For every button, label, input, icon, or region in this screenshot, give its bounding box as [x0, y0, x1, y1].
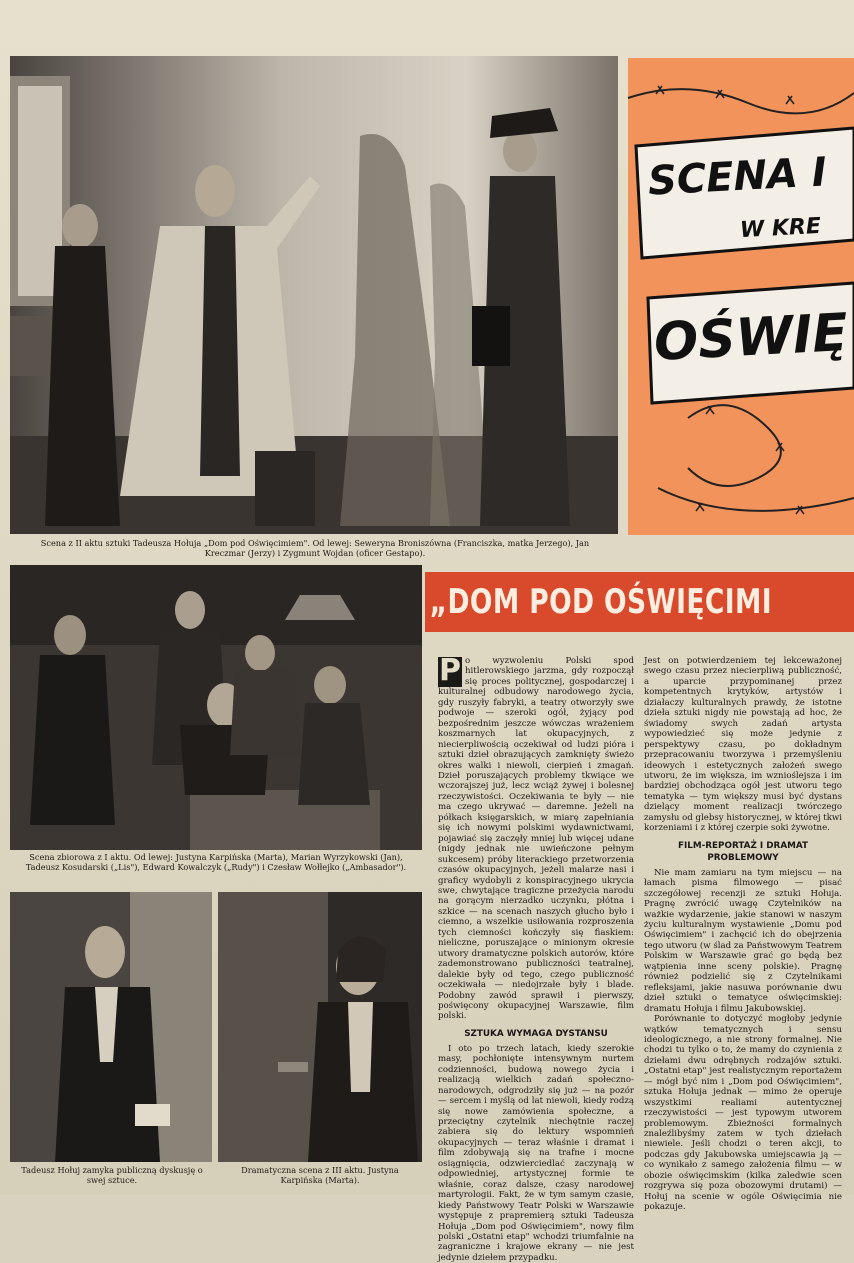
photo-act-three-scene — [218, 892, 422, 1162]
subheading-distance: SZTUKA WYMAGA DYSTANSU — [464, 1028, 608, 1039]
caption-bottom-right-photo: Dramatyczna scena z III aktu. Justyna Karpińska (Marta). — [241, 1165, 399, 1185]
article-intro-text: o wyzwoleniu Polski spod hitlerowskiego jarzma, gdy rozpoczął się proces politycznej, gospodarczej i kulturalnej odbudowy narodowego życia, gdy ruszyły fabryki, a teatry otworzyły swe podwoje — szeroki ogół, żyjący pod bezpośrednim jeszcze wówczas wrażeniem koszmarnych lat okupacyjnych, z niecierpliwością oczekiwał od ludzi pióra i sztuki dzieł obrazujących zamknięty świeżo okres walki i niewoli, cierpień i zmagań. Dzieł poruszających problemy tkwiące we wczorajszej już, lecz wciąż żywej i bolesnej rzeczywistości. Oczekiwania te były — nie ma czego ukrywać — daremne. Jeżeli na półkach księgarskich, w miarę zapełniania się ich nowymi polskimi wydawnictwami, pojawiać się zaczęły mniej lub więcej udane (nigdy jednak nie uwieńczone pełnym sukcesem) próby literackiego przetworzenia czasów okupacyjnych, jeżeli malarze nasi i graficy wydobyli z konspiracyjnego ukrycia swe, chwytające tragiczne przeżycia narodu na gorącym nierzadko uczynku, płótna i szkice — na scenach naszych głucho było i ciemno, a wszelkie usiłowania rozproszenia tych ciemności kończyły się fiaskiem: nieliczne, poruszające o minionym okresie utwory dramatyczne polskich autorów, które zademonstrowano publiczności teatralnej, dalekie były od tego, czego publiczność oczekiwała — niedojrzałe były i blade. Podobny zawód sprawił i pierwszy, poświęcony okupacyjnej Warszawie, film polski. — [438, 656, 634, 1022]
caption-top-photo: Scena z II aktu sztuki Tadeusza Hołuja „Dom pod Oświęcimiem". Od lewej: Seweryna Broniszówna (Franciszka, matka Jerzego), Jan Kreczmar (Jerzy) i Zygmunt Wojdan (oficer Gestapo). — [40, 538, 590, 558]
caption-middle-photo: Scena zbiorowa z I aktu. Od lewej: Justyna Karpińska (Marta), Marian Wyrzykowski (Jan), Tadeusz Kosudarski („Lis"), Edward Kowalczyk („Rudy") i Czesław Wołłejko („Ambasador"). — [25, 852, 407, 872]
caption-bottom-left-photo: Tadeusz Hołuj zamyka publiczną dyskusję o swej sztuce. — [21, 1165, 203, 1185]
barbed-wire-illustration — [628, 58, 854, 535]
article-column-1 — [438, 653, 634, 1263]
article-headline: „DOM POD OŚWIĘCIMI — [429, 582, 773, 622]
subheading-film-report: FILM-REPORTAŻ I DRAMAT PROBLEMOWY — [677, 840, 809, 863]
article-paragraph-4: Nie mam zamiaru na tym miejscu — na łamach pisma filmowego — pisać szczegółowej recenzji ze sztuki Hołuja. Pragnę zwrócić uwagę Czytelników na ważkie wydarzenie, jakie stanowi w naszym życiu kulturalnym wystawienie „Domu pod Oświęcimiem" i zachęcić ich do obejrzenia tego utworu (w ślad za Państwowym Teatrem Polskim w Warszawie grać go będą bez wątpienia inne sceny polskie). Pragnę również podzielić się z Czytelnikami refleksjami, jakie nasuwa porównanie dwu dzieł sztuki o tematyce oświęcimskiej: dramatu Hołuja i filmu Jakubowskiej. — [644, 867, 842, 1014]
article-intro-paragraph — [438, 653, 634, 1022]
photo-act-two-scene — [10, 56, 618, 534]
photo-author-discussion — [10, 892, 212, 1162]
article-paragraph-3: Jest on potwierdzeniem tej lekceważonej swego czasu przez niecierpliwą publiczność, a uparcie przypominanej przez kompetentnych krytyków, artystów i działaczy kulturalnych prawdy, że istotne dzieła sztuki nigdy nie powstają ad hoc, że świadomy swych zadań artysta wypowiedzieć się może jedynie z perspektywy czasu, po dokładnym przepracowaniu tworzywa i przemyśleniu ideowych i estetycznych założeń swego utworu, że im większa, im wznioślejsza i im bardziej obchodząca ogół jest utworu tego tematyka — tym większy musi być dystans dzielący moment realizacji twórczego zamysłu od glebsy historycznej, w której tkwi korzeniami i z której czerpie soki żywotne. — [644, 656, 843, 834]
poster-title-line2: W KRE — [739, 213, 822, 244]
article-paragraph-2: I oto po trzech latach, kiedy szerokie masy, pochłonięte intensywnym nurtem codzienności, budową nowego życia i realizacją wielkich zadań społeczno-narodowych, odgrodziły się już — na pozór — sercem i myślą od lat niewoli, kiedy rodzą się nowe zamówienia społeczne, a przeciętny czytelnik niechętnie raczej zabiera się do lektury wspomnień okupacyjnych — teraz właśnie i dramat i film zdobywają się na trafne i mocne osiągnięcia, odzwierciedlać zaczynają w odpowiedniej, artystycznej formie te właśnie, coraz dalsze, czasy narodowej martyrologii. Fakt, że w tym samym czasie, kiedy Państwowy Teatr Polski w Warszawie występuje z prapremierą sztuki Tadeusza Hołuja „Dom pod Oświęcimiem", nowy film polski „Ostatni etap" wchodzi triumfalnie na zagraniczne i krajowe ekrany — nie jest jedynie dziełem przypadku. — [438, 1043, 634, 1263]
article-column-2 — [644, 656, 843, 1213]
drop-cap: P — [439, 653, 461, 688]
photo-group-scene — [10, 565, 422, 850]
article-paragraph-5: Porównanie to dotyczyć mogłoby jedynie wątków tematycznych i sensu ideologicznego, a nie strony formalnej. Nie chodzi tu tylko o to, że mamy do czynienia z dziełami dwu odrębnych rodzajów sztuki. „Ostatni etap" jest realistycznym reportażem — mógł być nim i „Dom pod Oświęcimiem", sztuka Hołuja jednak — mimo że operuje wszystkimi realiami autentycznej rzeczywistości — jest typowym utworem problemowym. Zbieżności formalnych znaleźlibyśmy zatem w tych dziełach niewiele. Jeśli chodzi o teren akcji, to podczas gdy Jakubowska umiejscawia ją — co wynikało z samego założenia filmu — w obozie oświęcimskim (kilka zaledwie scen rozgrywa się poza obozowymi drutami) — Hołuj na scenie w ogóle Oświęcimia nie pokazuje. — [644, 1014, 842, 1213]
poster-title-line3: OŚWIĘ — [652, 302, 850, 374]
article-headline-banner — [425, 572, 854, 632]
title-poster — [628, 58, 854, 535]
poster-title-line1: SCENA I — [646, 149, 828, 205]
